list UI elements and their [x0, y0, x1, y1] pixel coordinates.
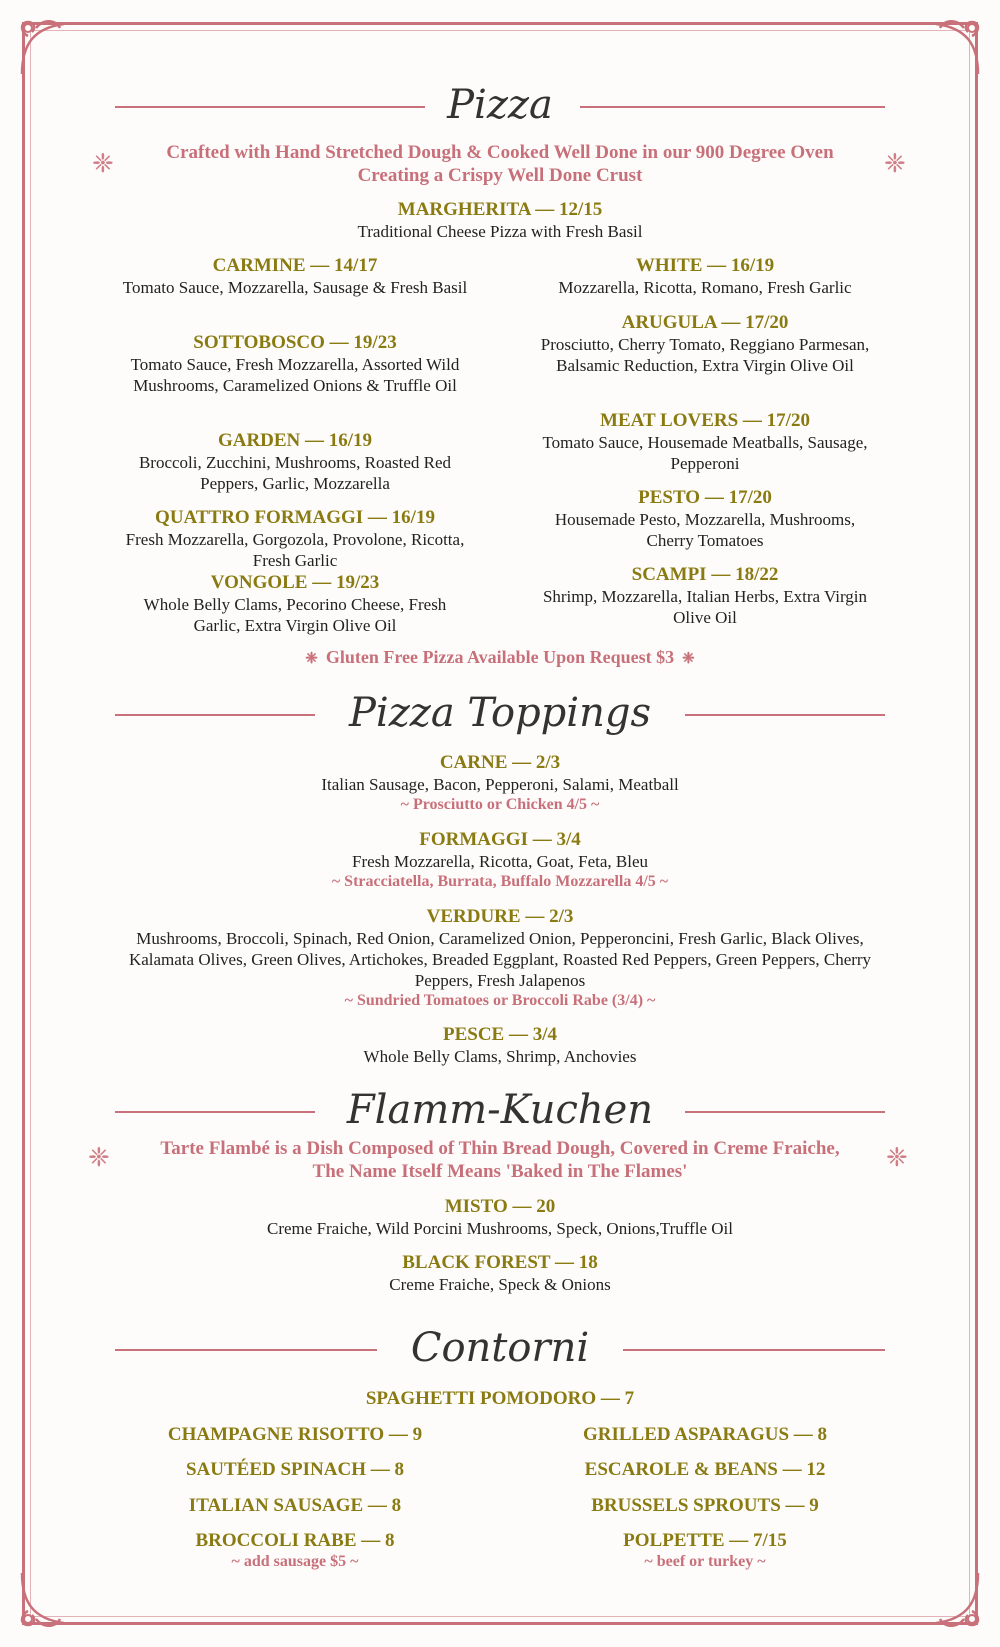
section-heading-contorni [115, 1323, 885, 1373]
menu-item [200, 199, 800, 242]
menu-item [120, 1424, 470, 1446]
item-desc: Creme Fraiche, Speck & Onions [389, 1275, 611, 1294]
item-name: VERDURE — 2/3 [426, 906, 574, 927]
menu-item [120, 1530, 470, 1572]
item-desc: Mushrooms, Broccoli, Spinach, Red Onion, Caramelized Onion, Pepperoncini, Fresh Garlic, Black Olives, Kalamata Olives, Green Olives, Artichokes, Breaded Eggplant, Roasted Red Peppers, Green Peppers, Cherry Peppers, Fresh Jalapenos [128, 929, 872, 990]
item-name: ESCAROLE & BEANS — 12 [584, 1459, 826, 1480]
item-note: ~ beef or turkey ~ [644, 1553, 766, 1570]
corner-flourish-icon [14, 1563, 84, 1633]
section-heading-flamm [115, 1085, 885, 1135]
corner-flourish-icon [916, 14, 986, 84]
item-desc: Prosciutto, Cherry Tomato, Reggiano Parmesan, Balsamic Reduction, Extra Virgin Olive Oil [540, 335, 870, 375]
item-name: SAUTÉED SPINACH — 8 [185, 1459, 404, 1480]
section-heading-pizza [115, 80, 885, 130]
menu-item [120, 572, 470, 636]
menu-item [120, 430, 470, 494]
item-desc: Mozzarella, Ricotta, Romano, Fresh Garlic [558, 278, 852, 297]
item-desc: Tomato Sauce, Housemade Meatballs, Sausage, Pepperoni [542, 433, 868, 473]
menu-item [115, 752, 885, 815]
item-name: QUATTRO FORMAGGI — 16/19 [155, 507, 435, 528]
item-desc: Broccoli, Zucchini, Mushrooms, Roasted Red Peppers, Garlic, Mozzarella [138, 453, 452, 493]
menu-item [115, 829, 885, 892]
intro-line: The Name Itself Means 'Baked in The Flames' [312, 1161, 688, 1182]
item-note: ~ Prosciutto or Chicken 4/5 ~ [400, 796, 600, 813]
item-desc: Traditional Cheese Pizza with Fresh Basil [357, 222, 643, 241]
menu-item [530, 487, 880, 551]
menu-item [120, 1459, 470, 1481]
section-title: Pizza [447, 82, 553, 128]
item-name: WHITE — 16/19 [635, 255, 775, 276]
snowflake-icon: ❈ [92, 149, 114, 178]
section-title: Flamm-Kuchen [346, 1087, 654, 1133]
intro-line: Crafted with Hand Stretched Dough & Cooked Well Done in our 900 Degree Oven [166, 142, 834, 163]
snowflake-icon: ❈ [88, 1143, 110, 1172]
corner-flourish-icon [916, 1563, 986, 1633]
item-desc: Whole Belly Clams, Pecorino Cheese, Fresh Garlic, Extra Virgin Olive Oil [143, 595, 447, 635]
item-name: CARNE — 2/3 [439, 752, 561, 773]
intro-line: Creating a Crispy Well Done Crust [357, 165, 643, 186]
menu-item [115, 1388, 885, 1410]
menu-item [530, 410, 880, 474]
item-name: VONGOLE — 19/23 [210, 572, 380, 593]
menu-item [530, 255, 880, 298]
intro-line: Tarte Flambé is a Dish Composed of Thin Bread Dough, Covered in Creme Fraiche, [160, 1138, 840, 1159]
item-desc: Tomato Sauce, Fresh Mozzarella, Assorted Wild Mushrooms, Caramelized Onions & Truffle Oil [130, 355, 460, 395]
menu-item [120, 255, 470, 298]
item-name: SCAMPI — 18/22 [631, 564, 779, 585]
item-name: ITALIAN SAUSAGE — 8 [188, 1495, 402, 1516]
item-name: GRILLED ASPARAGUS — 8 [582, 1424, 828, 1445]
menu-item [530, 1530, 880, 1572]
gluten-free-text: Gluten Free Pizza Available Upon Request $3 [325, 647, 675, 667]
item-desc: Whole Belly Clams, Shrimp, Anchovies [363, 1047, 637, 1066]
menu-item [120, 1495, 470, 1517]
corner-flourish-icon [14, 14, 84, 84]
item-desc: Tomato Sauce, Mozzarella, Sausage & Fresh Basil [122, 278, 468, 297]
item-name: BLACK FOREST — 18 [402, 1252, 598, 1273]
section-heading-toppings [115, 688, 885, 738]
snowflake-icon: ❈ [682, 651, 695, 667]
menu-item [530, 564, 880, 628]
item-name: MEAT LOVERS — 17/20 [600, 410, 810, 431]
pizza-intro [115, 141, 885, 187]
item-desc: Fresh Mozzarella, Gorgozola, Provolone, Ricotta, Fresh Garlic [125, 530, 465, 570]
item-name: MISTO — 20 [444, 1196, 556, 1217]
item-desc: Housemade Pesto, Mozzarella, Mushrooms, Cherry Tomatoes [554, 510, 856, 550]
menu-item [115, 906, 885, 1011]
item-note: ~ add sausage $5 ~ [231, 1553, 359, 1570]
snowflake-icon: ❈ [886, 1143, 908, 1172]
flamm-intro [115, 1137, 885, 1183]
item-name: PESCE — 3/4 [442, 1024, 558, 1045]
menu-item [530, 1459, 880, 1481]
item-desc: Creme Fraiche, Wild Porcini Mushrooms, Speck, Onions,Truffle Oil [267, 1219, 733, 1238]
menu-item [115, 1024, 885, 1067]
item-name: GARDEN — 16/19 [217, 430, 373, 451]
item-name: BROCCOLI RABE — 8 [195, 1530, 395, 1551]
item-desc: Italian Sausage, Bacon, Pepperoni, Salami, Meatball [321, 775, 679, 794]
item-name: SOTTOBOSCO — 19/23 [193, 332, 397, 353]
menu-item [530, 1424, 880, 1446]
item-note: ~ Sundried Tomatoes or Broccoli Rabe (3/4) ~ [344, 992, 656, 1009]
menu-item [530, 312, 880, 376]
item-name: PESTO — 17/20 [638, 487, 772, 508]
section-title: Pizza Toppings [349, 690, 651, 736]
item-name: POLPETTE — 7/15 [623, 1530, 787, 1551]
snowflake-icon: ❈ [305, 651, 318, 667]
item-name: FORMAGGI — 3/4 [419, 829, 581, 850]
menu-item [115, 1252, 885, 1295]
item-desc: Fresh Mozzarella, Ricotta, Goat, Feta, Bleu [352, 852, 648, 871]
menu-item [120, 507, 470, 571]
item-name: CHAMPAGNE RISOTTO — 9 [167, 1424, 423, 1445]
item-name: BRUSSELS SPROUTS — 9 [591, 1495, 819, 1516]
menu-item [530, 1495, 880, 1517]
item-desc: Shrimp, Mozzarella, Italian Herbs, Extra Virgin Olive Oil [542, 587, 868, 627]
item-name: CARMINE — 14/17 [212, 255, 378, 276]
menu-item [115, 1196, 885, 1239]
item-name: ARUGULA — 17/20 [621, 312, 789, 333]
item-note: ~ Stracciatella, Burrata, Buffalo Mozzarella 4/5 ~ [331, 873, 669, 890]
section-title: Contorni [410, 1325, 590, 1371]
item-name: SPAGHETTI POMODORO — 7 [365, 1388, 635, 1409]
item-name: MARGHERITA — 12/15 [397, 199, 603, 220]
snowflake-icon: ❈ [884, 149, 906, 178]
menu-item [120, 332, 470, 396]
gluten-free-note [0, 646, 1000, 670]
